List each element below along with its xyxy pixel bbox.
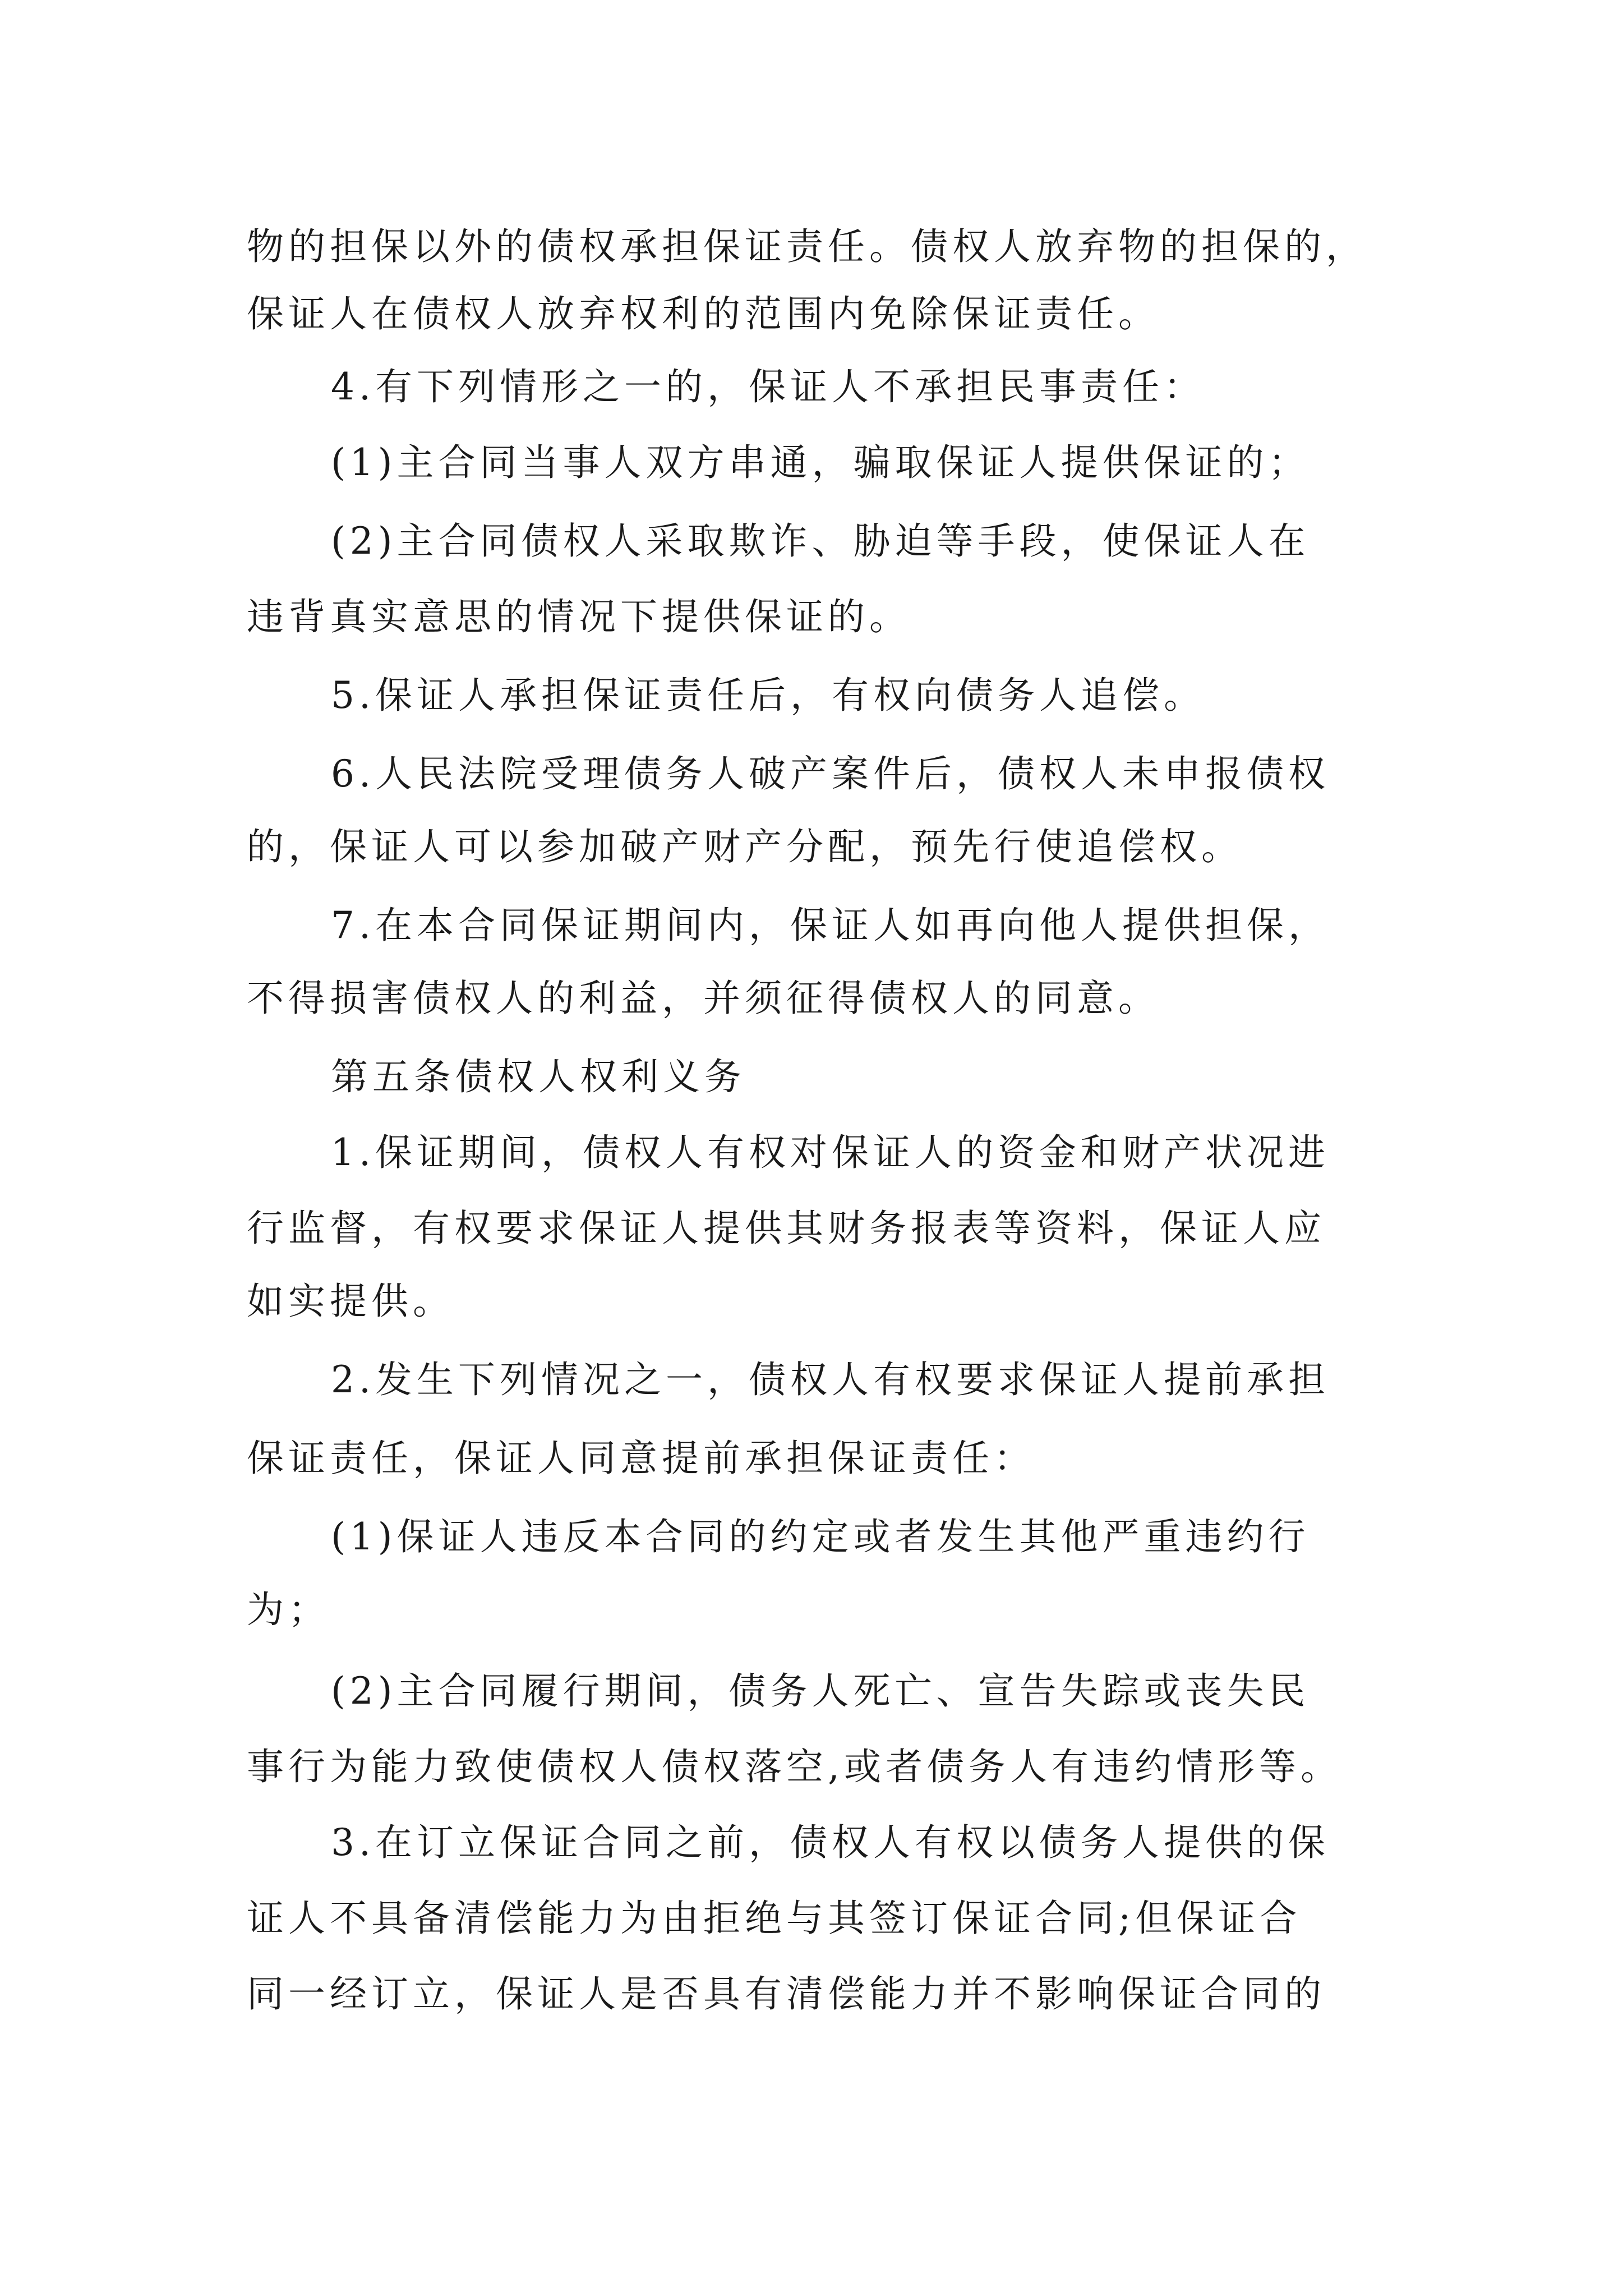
text-line: (1)主合同当事人双方串通，骗取保证人提供保证的；: [331, 441, 1310, 484]
text-line: 1.保证期间，债权人有权对保证人的资金和财产状况进: [331, 1131, 1330, 1174]
text-line: 同一经订立，保证人是否具有清偿能力并不影响保证合同的: [247, 1972, 1326, 2016]
text-line: 4.有下列情形之一的，保证人不承担民事责任：: [331, 365, 1205, 408]
text-line: 物的担保以外的债权承担保证责任。债权人放弃物的担保的，: [247, 225, 1367, 268]
text-line: 行监督，有权要求保证人提供其财务报表等资料，保证人应: [247, 1207, 1326, 1250]
section-heading: 第五条债权人权利义务: [331, 1055, 746, 1098]
text-line: 2.发生下列情况之一，债权人有权要求保证人提前承担: [331, 1358, 1330, 1401]
text-line: (2)主合同履行期间，债务人死亡、宣告失踪或丧失民: [331, 1669, 1310, 1713]
text-line: 保证人在债权人放弃权利的范围内免除保证责任。: [247, 292, 1160, 335]
text-line: 如实提供。: [247, 1280, 454, 1323]
text-line: 不得损害债权人的利益，并须征得债权人的同意。: [247, 977, 1160, 1020]
text-line: 保证责任，保证人同意提前承担保证责任：: [247, 1437, 1035, 1480]
text-line: 的，保证人可以参加破产财产分配，预先行使追偿权。: [247, 825, 1243, 868]
text-line: (1)保证人违反本合同的约定或者发生其他严重违约行: [331, 1515, 1310, 1558]
text-line: 6.人民法院受理债务人破产案件后，债权人未申报债权: [331, 752, 1330, 795]
text-line: 证人不具备清偿能力为由拒绝与其签订保证合同;但保证合: [247, 1897, 1302, 1940]
text-line: (2)主合同债权人采取欺诈、胁迫等手段，使保证人在: [331, 519, 1310, 563]
text-line: 3.在订立保证合同之前，债权人有权以债务人提供的保: [331, 1821, 1330, 1864]
text-line: 为；: [247, 1588, 330, 1631]
text-line: 7.在本合同保证期间内，保证人如再向他人提供担保，: [331, 904, 1330, 947]
text-line: 违背真实意思的情况下提供保证的。: [247, 595, 911, 638]
text-line: 5.保证人承担保证责任后，有权向债务人追偿。: [331, 674, 1205, 717]
text-line: 事行为能力致使债权人债权落空,或者债务人有违约情形等。: [247, 1745, 1342, 1788]
